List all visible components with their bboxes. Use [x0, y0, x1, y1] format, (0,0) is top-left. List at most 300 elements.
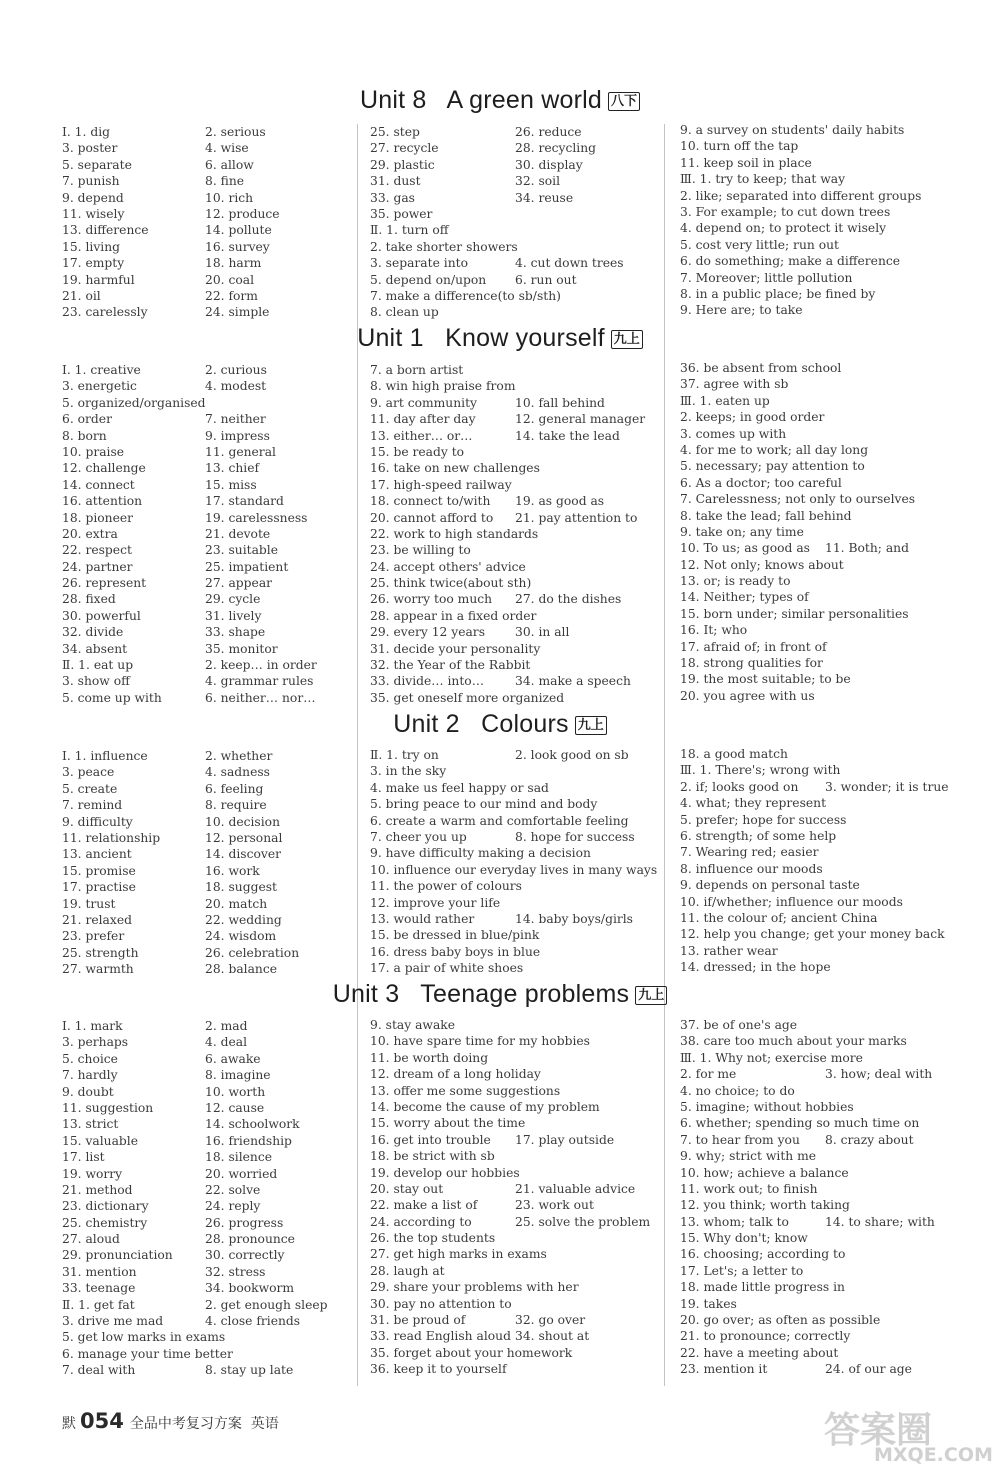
answer-item: 18. harm: [205, 256, 262, 271]
answer-item: 24. of our age: [825, 1362, 912, 1377]
answer-item: 10. influence our everyday lives in many ways: [370, 862, 658, 877]
answer-item: 29. cycle: [205, 592, 261, 607]
answer-item: 13. ancient: [62, 847, 132, 862]
answer-item: 11. be worth doing: [370, 1050, 489, 1065]
answer-item: 5. create: [62, 781, 118, 796]
answer-item: 3. peace: [62, 765, 115, 780]
answer-item: 16. attention: [62, 494, 143, 509]
answer-item: 7. remind: [62, 798, 123, 813]
answer-item: 26. represent: [62, 576, 147, 591]
answer-item: 12. help you change; get your money back: [680, 927, 945, 942]
answer-item: 16. work: [205, 863, 260, 878]
answer-item: 3. For example; to cut down trees: [680, 204, 891, 219]
answer-item: 12. Not only; knows about: [680, 557, 844, 572]
answer-item: 2. serious: [205, 125, 266, 139]
answer-item: Ⅱ. 1. eat up: [62, 658, 134, 673]
answer-item: 6. run out: [515, 272, 577, 287]
answer-item: 36. be absent from school: [680, 361, 842, 375]
answer-item: 31. mention: [62, 1264, 137, 1279]
answer-item: 2. get enough sleep: [205, 1297, 328, 1312]
answer-item: 5. get low marks in exams: [62, 1330, 226, 1345]
answer-item: 9. depend: [62, 190, 124, 205]
answer-item: 6. create a warm and comfortable feeling: [370, 813, 629, 828]
answer-item: 15. born under; similar personalities: [680, 606, 909, 621]
answer-item: 5. imagine; without hobbies: [680, 1099, 854, 1114]
answer-item: 28. laugh at: [370, 1263, 445, 1278]
answer-item: 6. neither… nor…: [205, 690, 316, 705]
answer-item: 21. oil: [62, 288, 101, 303]
answer-item: 12. challenge: [62, 461, 146, 476]
answer-item: 14. dressed; in the hope: [680, 960, 831, 975]
answer-item: 19. takes: [680, 1296, 737, 1311]
answer-item: 22. make a list of: [370, 1198, 478, 1213]
answer-item: 20. you agree with us: [680, 688, 815, 703]
answer-item: 3. drive me mad: [62, 1314, 164, 1329]
answer-item: 9. doubt: [62, 1084, 114, 1099]
answer-item: 14. schoolwork: [205, 1117, 300, 1132]
answer-item: 20. worried: [205, 1166, 278, 1181]
answer-item: 34. reuse: [515, 190, 574, 205]
answer-item: 5. prefer; hope for success: [680, 812, 847, 827]
answer-item: 8. hope for success: [515, 829, 635, 844]
answer-item: 34. bookworm: [205, 1281, 295, 1296]
answer-item: 2. if; looks good on: [680, 779, 799, 794]
unit-title: [0, 710, 1000, 739]
answer-item: 4. sadness: [205, 765, 270, 780]
book-title: 全品中考复习方案: [129, 1416, 242, 1432]
answer-item: 7. Moreover; little pollution: [680, 270, 853, 285]
answer-item: 16. choosing; according to: [680, 1247, 846, 1262]
answer-item: 4. wise: [205, 141, 249, 156]
answer-item: 10. decision: [205, 814, 281, 829]
answer-item: 18. a good match: [680, 747, 788, 761]
answer-item: 8. require: [205, 798, 267, 813]
answer-item: 22. form: [205, 288, 258, 303]
answer-item: 3. perhaps: [62, 1035, 129, 1050]
answer-item: 23. be willing to: [370, 543, 471, 558]
answer-item: Ⅰ. 1. dig: [62, 125, 110, 139]
answer-item: Ⅱ. 1. try on: [370, 748, 439, 762]
unit-title-text: Unit 3 Teenage problems: [332, 980, 630, 1008]
answer-item: 24. reply: [205, 1199, 261, 1214]
answer-item: 2. curious: [205, 363, 267, 377]
answer-item: Ⅲ. 1. Why not; exercise more: [680, 1050, 863, 1065]
answer-item: 10. have spare time for my hobbies: [370, 1034, 590, 1049]
answer-item: 13. would rather: [370, 911, 475, 926]
answer-item: 24. partner: [62, 559, 133, 574]
answer-item: 7. hardly: [62, 1068, 118, 1083]
answer-item: 8. fine: [205, 174, 245, 189]
answer-item: 22. wedding: [205, 912, 282, 927]
answer-item: 9. impress: [205, 428, 270, 443]
answer-item: 33. shape: [205, 625, 266, 640]
answer-item: 2. for me: [680, 1067, 737, 1082]
answer-item: 5. choice: [62, 1051, 118, 1066]
answer-item: 12. produce: [205, 206, 280, 221]
answer-item: 8. clean up: [370, 305, 439, 320]
column-divider-right: [664, 124, 665, 1386]
answer-item: 23. mention it: [680, 1362, 768, 1377]
answer-item: 21. devote: [205, 526, 271, 541]
answer-item: Ⅲ. 1. eaten up: [680, 393, 770, 408]
answer-item: 19. trust: [62, 896, 116, 911]
answer-item: 17. Let's; a letter to: [680, 1263, 804, 1278]
answer-item: 22. work to high standards: [370, 526, 539, 541]
watermark-url: MXQE.COM: [874, 1444, 993, 1466]
answer-item: 4. deal: [205, 1035, 248, 1050]
answer-item: 22. respect: [62, 543, 132, 558]
answer-item: 10. To us; as good as: [680, 541, 810, 556]
answer-item: 17. play outside: [515, 1132, 615, 1147]
answer-item: 10. how; achieve a balance: [680, 1165, 849, 1180]
answer-item: 6. awake: [205, 1051, 261, 1066]
answer-item: 3. how; deal with: [825, 1067, 933, 1082]
answer-item: 9. art community: [370, 395, 477, 410]
answer-item: 10. worth: [205, 1084, 266, 1099]
answer-item: 14. connect: [62, 477, 135, 492]
answer-item: 11. keep soil in place: [680, 155, 812, 170]
answer-item: 27. get high marks in exams: [370, 1247, 547, 1262]
answer-item: 24. accept others' advice: [370, 559, 526, 574]
answer-item: 8. stay up late: [205, 1363, 294, 1378]
answer-item: 20. coal: [205, 272, 255, 287]
answer-item: 9. stay awake: [370, 1018, 455, 1032]
answer-item: 6. feeling: [205, 781, 264, 796]
answer-item: 7. to hear from you: [680, 1132, 800, 1147]
answer-item: 25. impatient: [205, 559, 289, 574]
answer-item: Ⅱ. 1. turn off: [370, 223, 449, 238]
answer-item: 33. divide… into…: [370, 674, 484, 689]
answer-item: 3. poster: [62, 141, 118, 156]
answer-item: 33. read English aloud: [370, 1329, 511, 1344]
answer-item: 10. if/whether; influence our moods: [680, 894, 903, 909]
answer-item: 19. the most suitable; to be: [680, 672, 851, 687]
answer-item: 13. difference: [62, 223, 149, 238]
answer-item: 26. the top students: [370, 1231, 496, 1246]
answer-item: 33. teenage: [62, 1281, 136, 1296]
answer-item: 4. modest: [205, 379, 267, 394]
answer-item: 16. It; who: [680, 623, 748, 638]
answer-item: 17. high-speed railway: [370, 477, 512, 492]
answer-item: 7. make a difference(to sb/sth): [370, 288, 561, 303]
answer-item: 32. divide: [62, 625, 124, 640]
answer-item: 22. have a meeting about: [680, 1345, 839, 1360]
answer-item: 7. neither: [205, 412, 266, 427]
answer-item: 21. pay attention to: [515, 510, 638, 525]
answer-item: 11. suggestion: [62, 1100, 154, 1115]
answer-item: 17. empty: [62, 256, 125, 271]
answer-item: 38. care too much about your marks: [680, 1034, 907, 1049]
answer-item: 4. grammar rules: [205, 674, 314, 689]
answer-item: 9. why; strict with me: [680, 1149, 817, 1164]
answer-item: 31. dust: [370, 174, 421, 189]
answer-item: 10. rich: [205, 190, 254, 205]
answer-item: 35. power: [370, 206, 433, 221]
answer-item: 35. get oneself more organized: [370, 690, 565, 705]
answer-item: 11. Both; and: [825, 541, 909, 556]
answer-item: 14. pollute: [205, 223, 272, 238]
answer-item: 29. plastic: [370, 157, 435, 172]
answer-item: 7. a born artist: [370, 363, 464, 377]
answer-item: 3. separate into: [370, 256, 468, 271]
answer-item: Ⅰ. 1. influence: [62, 749, 148, 763]
answer-item: 13. rather wear: [680, 943, 778, 958]
answer-item: 6. do something; make a difference: [680, 254, 901, 269]
answer-item: 31. decide your personality: [370, 641, 541, 656]
answer-item: 32. stress: [205, 1264, 266, 1279]
answer-item: 26. reduce: [515, 125, 582, 139]
grade-tag: 九上: [611, 330, 643, 349]
answer-item: 8. crazy about: [825, 1132, 914, 1147]
answer-item: 2. keep… in order: [205, 658, 317, 673]
answer-item: 25. strength: [62, 945, 139, 960]
subject-label: 英语: [250, 1416, 279, 1432]
page-footer: [62, 1409, 279, 1433]
answer-item: 34. absent: [62, 641, 128, 656]
answer-item: 9. Here are; to take: [680, 303, 803, 318]
answer-item: 6. order: [62, 412, 112, 427]
answer-item: 19. develop our hobbies: [370, 1165, 520, 1180]
answer-item: 11. the power of colours: [370, 879, 522, 894]
answer-item: 20. go over; as often as possible: [680, 1313, 881, 1328]
answer-item: 4. make us feel happy or sad: [370, 780, 549, 795]
answer-item: 25. chemistry: [62, 1215, 148, 1230]
answer-item: 29. share your problems with her: [370, 1280, 579, 1295]
answer-item: 14. take the lead: [515, 428, 620, 443]
answer-item: 37. be of one's age: [680, 1018, 798, 1032]
answer-item: 16. survey: [205, 239, 270, 254]
answer-item: 34. make a speech: [515, 674, 631, 689]
answer-item: 19. as good as: [515, 494, 605, 509]
answer-item: 17. list: [62, 1150, 105, 1165]
answer-item: 36. keep it to yourself: [370, 1362, 507, 1377]
answer-item: 30. correctly: [205, 1248, 285, 1263]
grade-tag: 九上: [575, 716, 607, 735]
answer-item: 2. keeps; in good order: [680, 410, 825, 425]
answer-item: 4. for me to work; all day long: [680, 442, 869, 457]
answer-item: 5. cost very little; run out: [680, 237, 839, 252]
answer-item: 16. dress baby boys in blue: [370, 944, 541, 959]
answer-item: 3. energetic: [62, 379, 137, 394]
answer-item: 15. valuable: [62, 1133, 139, 1148]
answer-item: 8. influence our moods: [680, 861, 823, 876]
answer-item: 13. whom; talk to: [680, 1214, 789, 1229]
answer-item: 14. baby boys/girls: [515, 911, 633, 926]
answer-item: 26. progress: [205, 1215, 284, 1230]
answer-item: 6. strength; of some help: [680, 828, 837, 843]
answer-item: 25. solve the problem: [515, 1214, 651, 1229]
answer-item: 27. recycle: [370, 141, 439, 156]
answer-item: 8. imagine: [205, 1068, 271, 1083]
answer-item: 14. Neither; types of: [680, 590, 809, 605]
answer-item: 7. punish: [62, 174, 120, 189]
unit-title-text: Unit 8 A green world: [359, 86, 603, 114]
answer-item: 4. cut down trees: [515, 256, 624, 271]
answer-item: Ⅲ. 1. try to keep; that way: [680, 172, 846, 187]
answer-item: 24. wisdom: [205, 929, 277, 944]
answer-item: 28. balance: [205, 962, 278, 977]
answer-item: 23. carelessly: [62, 305, 148, 320]
answer-item: 11. work out; to finish: [680, 1181, 818, 1196]
answer-item: 10. praise: [62, 444, 125, 459]
answer-item: 24. simple: [205, 305, 270, 320]
answer-item: 11. the colour of; ancient China: [680, 910, 878, 925]
answer-item: 18. silence: [205, 1150, 273, 1165]
answer-item: 18. strong qualities for: [680, 656, 823, 671]
answer-item: 29. every 12 years: [370, 625, 486, 640]
answer-item: Ⅰ. 1. mark: [62, 1019, 123, 1033]
answer-item: 23. dictionary: [62, 1199, 149, 1214]
answer-item: 2. like; separated into different groups: [680, 188, 922, 203]
answer-item: 9. difficulty: [62, 814, 133, 829]
answer-item: 8. in a public place; be fined by: [680, 286, 876, 301]
answer-item: 15. be dressed in blue/pink: [370, 928, 540, 943]
answer-item: 28. appear in a fixed order: [370, 608, 537, 623]
answer-item: 3. in the sky: [370, 764, 447, 779]
answer-item: 12. dream of a long holiday: [370, 1067, 541, 1082]
answer-item: 2. mad: [205, 1019, 248, 1033]
answer-item: 2. take shorter showers: [370, 239, 518, 254]
answer-item: 17. practise: [62, 880, 136, 895]
answer-item: 12. personal: [205, 830, 283, 845]
answer-item: 20. stay out: [370, 1181, 444, 1196]
answer-item: 18. pioneer: [62, 510, 134, 525]
footer-mark: 默: [62, 1416, 76, 1432]
answer-item: 21. to pronounce; correctly: [680, 1329, 851, 1344]
answer-item: 37. agree with sb: [680, 377, 789, 392]
answer-item: 4. what; they represent: [680, 796, 827, 811]
answer-item: 9. a survey on students' daily habits: [680, 123, 905, 137]
answer-item: 28. recycling: [515, 141, 596, 156]
answer-item: 11. relationship: [62, 830, 161, 845]
answer-item: 21. relaxed: [62, 912, 132, 927]
unit-title-text: Unit 1 Know yourself: [357, 324, 605, 352]
answer-item: 3. show off: [62, 674, 130, 689]
answer-item: 14. become the cause of my problem: [370, 1099, 600, 1114]
answer-item: 16. get into trouble: [370, 1132, 491, 1147]
answer-item: 23. suitable: [205, 543, 278, 558]
answer-item: 17. afraid of; in front of: [680, 639, 827, 654]
answer-item: 8. take the lead; fall behind: [680, 508, 852, 523]
answer-item: 15. worry about the time: [370, 1116, 526, 1131]
answer-item: 9. take on; any time: [680, 524, 804, 539]
answer-item: 27. do the dishes: [515, 592, 622, 607]
answer-item: 2. whether: [205, 749, 273, 763]
answer-item: 28. fixed: [62, 592, 116, 607]
answer-item: 13. or; is ready to: [680, 574, 791, 589]
answer-item: 31. be proud of: [370, 1313, 466, 1328]
answer-item: 23. prefer: [62, 929, 125, 944]
answer-item: 34. shout at: [515, 1329, 590, 1344]
watermark-logo: 答案圈: [824, 1410, 933, 1451]
answer-item: 15. Why don't; know: [680, 1231, 808, 1246]
unit-title-text: Unit 2 Colours: [393, 710, 569, 738]
answer-item: 27. warmth: [62, 962, 134, 977]
answer-item: 20. extra: [62, 526, 118, 541]
page-number: 054: [80, 1409, 124, 1433]
answer-item: 18. made little progress in: [680, 1280, 845, 1295]
answer-item: 20. match: [205, 896, 268, 911]
answer-item: 22. solve: [205, 1182, 261, 1197]
answer-item: 23. work out: [515, 1198, 594, 1213]
answer-item: 17. standard: [205, 494, 284, 509]
answer-item: 17. a pair of white shoes: [370, 961, 524, 976]
answer-item: 10. fall behind: [515, 395, 605, 410]
answer-item: 21. valuable advice: [515, 1181, 636, 1196]
answer-item: 11. wisely: [62, 206, 125, 221]
answer-item: 16. friendship: [205, 1133, 292, 1148]
answer-item: 9. depends on personal taste: [680, 878, 860, 893]
answer-item: 13. strict: [62, 1117, 119, 1132]
answer-item: 15. promise: [62, 863, 136, 878]
answer-item: 7. Carelessness; not only to ourselves: [680, 492, 916, 507]
answer-item: 18. suggest: [205, 880, 277, 895]
answer-item: 5. organized/organised: [62, 395, 206, 410]
answer-item: 20. cannot afford to: [370, 510, 494, 525]
answer-item: 35. monitor: [205, 641, 278, 656]
answer-item: 11. general: [205, 444, 276, 459]
answer-item: 31. lively: [205, 608, 262, 623]
answer-item: 3. comes up with: [680, 426, 787, 441]
answer-item: 13. chief: [205, 461, 260, 476]
answer-item: 30. in all: [515, 625, 570, 640]
answer-item: 6. manage your time better: [62, 1346, 233, 1361]
answer-item: 29. pronunciation: [62, 1248, 173, 1263]
answer-item: 15. living: [62, 239, 121, 254]
answer-item: 7. cheer you up: [370, 829, 467, 844]
answer-item: 18. connect to/with: [370, 494, 491, 509]
answer-item: Ⅱ. 1. get fat: [62, 1297, 135, 1312]
answer-item: 8. win high praise from: [370, 379, 516, 394]
answer-item: 26. celebration: [205, 945, 300, 960]
answer-item: 8. born: [62, 428, 107, 443]
answer-item: 32. soil: [515, 174, 561, 189]
answer-item: 6. whether; spending so much time on: [680, 1116, 920, 1131]
answer-item: 19. harmful: [62, 272, 135, 287]
answer-item: 19. worry: [62, 1166, 123, 1181]
unit-title: [0, 86, 1000, 115]
answer-item: 15. miss: [205, 477, 257, 492]
answer-item: 5. necessary; pay attention to: [680, 459, 865, 474]
answer-item: 3. wonder; it is true: [825, 779, 949, 794]
answer-item: 21. method: [62, 1182, 133, 1197]
answer-item: 15. be ready to: [370, 444, 465, 459]
answer-item: 24. according to: [370, 1214, 472, 1229]
answer-item: 5. separate: [62, 157, 132, 172]
answer-item: 4. close friends: [205, 1314, 301, 1329]
answer-item: 13. offer me some suggestions: [370, 1083, 561, 1098]
answer-item: 9. have difficulty making a decision: [370, 846, 591, 861]
answer-item: 28. pronounce: [205, 1232, 295, 1247]
answer-item: 14. discover: [205, 847, 281, 862]
answer-item: 12. general manager: [515, 412, 646, 427]
answer-item: 4. depend on; to protect it wisely: [680, 221, 887, 236]
answer-item: 13. either… or…: [370, 428, 473, 443]
column-divider-left: [357, 124, 358, 1386]
answer-item: 30. powerful: [62, 608, 141, 623]
answer-item: 14. to share; with: [825, 1214, 935, 1229]
unit-title: [0, 324, 1000, 353]
answer-item: 12. you think; worth taking: [680, 1198, 850, 1213]
answer-item: 7. deal with: [62, 1363, 136, 1378]
answer-item: 10. turn off the tap: [680, 139, 799, 154]
answer-item: 30. display: [515, 157, 583, 172]
answer-item: 2. look good on sb: [515, 748, 629, 762]
answer-item: 25. step: [370, 125, 420, 139]
answer-item: 35. forget about your homework: [370, 1345, 573, 1360]
answer-item: 7. Wearing red; easier: [680, 845, 819, 860]
answer-item: 30. pay no attention to: [370, 1296, 512, 1311]
